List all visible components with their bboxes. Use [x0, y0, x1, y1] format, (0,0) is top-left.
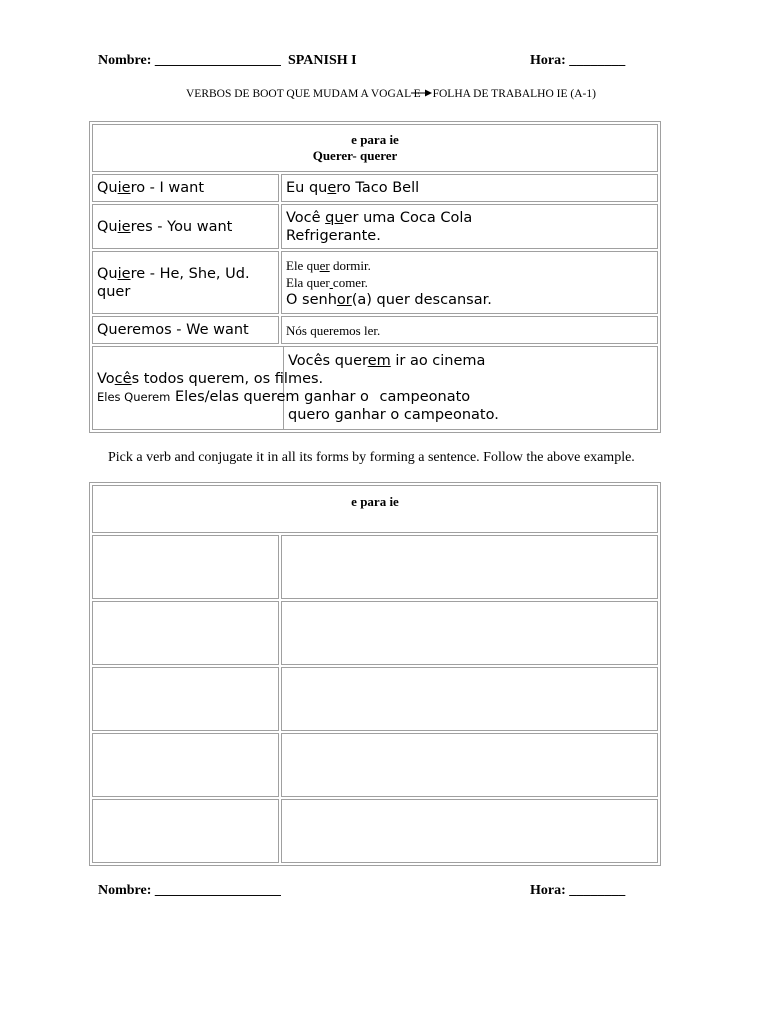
footer-nombre: Nombre: __________________	[98, 883, 281, 898]
conjugation-line: Vocês todos querem, os filmes.	[97, 371, 324, 387]
footer-hora: Hora: ________	[530, 883, 626, 898]
example-line: quero ganhar o campeonato.	[288, 407, 499, 423]
worksheet-subtitle	[186, 88, 596, 100]
blank-cell[interactable]	[281, 733, 658, 797]
blank-cell[interactable]	[281, 799, 658, 863]
subtitle-left: VERBOS DE BOOT QUE MUDAM A VOGAL E	[186, 88, 421, 100]
blank-cell[interactable]	[281, 535, 658, 599]
subtitle-right: FOLHA DE TRABALHO IE (A-1)	[432, 88, 596, 100]
example-cell: Eu quero Taco Bell	[281, 174, 658, 202]
instruction-text: Pick a verb and conjugate it in all its forms by forming a sentence. Follow the above example.	[108, 450, 635, 465]
blank-cell[interactable]	[281, 667, 658, 731]
table1-subtitle: Querer- querer	[312, 148, 398, 163]
practice-table	[89, 482, 661, 866]
arrow-icon	[411, 88, 433, 100]
table1-title: e para ie	[351, 132, 399, 147]
conjugation-cell: Quiere - He, She, Ud. quer	[92, 251, 279, 314]
table-row	[92, 601, 658, 665]
table-row	[92, 667, 658, 731]
conjugation-cell: Queremos - We want	[92, 316, 279, 344]
example-cell: Nós queremos ler.	[281, 316, 658, 344]
table1-header	[92, 124, 658, 172]
conjugation-cell: Quiero - I want	[92, 174, 279, 202]
conjugation-line: Eles Querem Eles/elas querem ganhar o campeonato	[97, 389, 471, 405]
merged-example-cell	[92, 346, 658, 430]
table-row	[92, 346, 658, 430]
blank-cell[interactable]	[92, 667, 279, 731]
conjugation-cell: Quieres - You want	[92, 204, 279, 249]
blank-cell[interactable]	[92, 535, 279, 599]
header-course: SPANISH I	[288, 53, 357, 68]
table-row	[92, 251, 658, 314]
blank-cell[interactable]	[92, 733, 279, 797]
table2-title: e para ie	[92, 485, 658, 533]
example-line: Vocês querem ir ao cinema	[288, 353, 486, 369]
table-row	[92, 316, 658, 344]
blank-cell[interactable]	[92, 601, 279, 665]
example-cell: Ele quer dormir. Ela quer comer. O senhor(a) quer descansar.	[281, 251, 658, 314]
table-row	[92, 204, 658, 249]
header-nombre: Nombre: __________________	[98, 53, 281, 68]
blank-cell[interactable]	[281, 601, 658, 665]
blank-cell[interactable]	[92, 799, 279, 863]
example-cell: Você quer uma Coca Cola Refrigerante.	[281, 204, 658, 249]
table-row	[92, 174, 658, 202]
table-row	[92, 535, 658, 599]
header-hora: Hora: ________	[530, 53, 626, 68]
table-row	[92, 799, 658, 863]
example-table	[89, 121, 661, 433]
table-row	[92, 733, 658, 797]
